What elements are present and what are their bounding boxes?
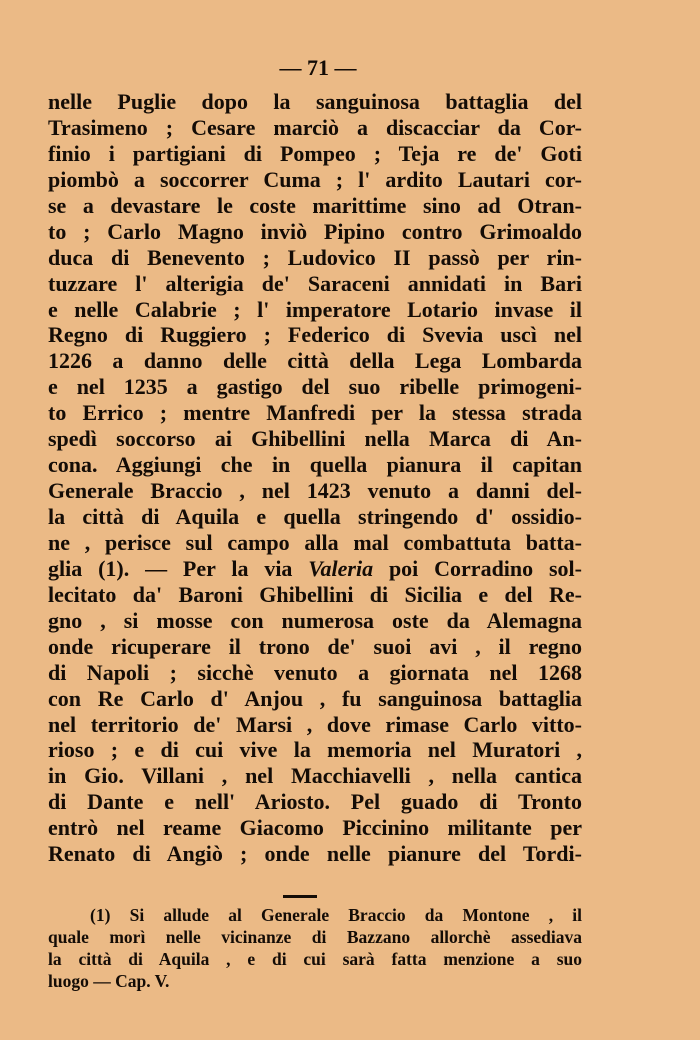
text-segment: glia (1). — Per la via xyxy=(48,555,309,581)
page-number: — 71 — xyxy=(279,55,357,80)
footnote-line: luogo — Cap. V. xyxy=(48,971,170,991)
text-line: onde ricuperare il trono de' suoi avi , il regno xyxy=(48,633,582,659)
text-line: se a devastare le coste marittime sino ad Otran- xyxy=(48,192,582,218)
text-segment: poi Corradino sol- xyxy=(373,555,582,581)
footnote-line: (1) Si allude al Generale Braccio da Montone , il xyxy=(90,905,582,925)
text-line: Generale Braccio , nel 1423 venuto a danni del- xyxy=(48,478,582,504)
text-line: e nelle Calabrie ; l' imperatore Lotario invase il xyxy=(48,296,582,322)
text-line: piombò a soccorrer Cuma ; l' ardito Lautari cor- xyxy=(48,166,582,192)
body-text xyxy=(48,89,582,867)
footnote-line: la città di Aquila , e di cui sarà fatta menzione a suo xyxy=(48,949,582,969)
text-line: di Napoli ; sicchè venuto a giornata nel 1268 xyxy=(48,659,582,685)
text-line: Regno di Ruggiero ; Federico di Svevia uscì nel xyxy=(48,322,582,348)
text-line: finio i partigiani di Pompeo ; Teja re de' Goti xyxy=(48,140,582,166)
text-line: to ; Carlo Magno inviò Pipino contro Grimoaldo xyxy=(48,218,582,244)
text-line: ne , perisce sul campo alla mal combattuta batta- xyxy=(48,529,582,555)
text-line: tuzzare l' alterigia de' Saraceni annidati in Bari xyxy=(48,270,582,296)
text-line-with-italic xyxy=(48,556,582,582)
text-line: duca di Benevento ; Ludovico II passò per rin- xyxy=(48,244,582,270)
text-line: cona. Aggiungi che in quella pianura il capitan xyxy=(48,452,582,478)
text-line: 1226 a danno delle città della Lega Lombarda xyxy=(48,348,582,374)
text-line: nelle Puglie dopo la sanguinosa battaglia del xyxy=(48,89,582,114)
footnote-separator xyxy=(283,895,317,898)
text-line: to Errico ; mentre Manfredi per la stessa strada xyxy=(48,400,582,426)
text-line: gno , si mosse con numerosa oste da Alemagna xyxy=(48,607,582,633)
text-line: entrò nel reame Giacomo Piccinino militante per xyxy=(48,815,582,841)
text-line: e nel 1235 a gastigo del suo ribelle primogeni- xyxy=(48,374,582,400)
text-line: nel territorio de' Marsi , dove rimase Carlo vitto- xyxy=(48,711,582,737)
text-line: Renato di Angiò ; onde nelle pianure del Tordi- xyxy=(48,841,582,867)
text-line: spedì soccorso ai Ghibellini nella Marca di An- xyxy=(48,426,582,452)
footnote xyxy=(48,904,582,992)
text-line: la città di Aquila e quella stringendo d' ossidio- xyxy=(48,504,582,529)
text-line: lecitato da' Baroni Ghibellini di Sicilia e del Re- xyxy=(48,581,582,607)
text-line: rioso ; e di cui vive la memoria nel Muratori , xyxy=(48,737,582,763)
footnote-line: quale morì nelle vicinanze di Bazzano allorchè assediava xyxy=(48,927,582,947)
text-line: in Gio. Villani , nel Macchiavelli , nella cantica xyxy=(48,763,582,789)
text-line: con Re Carlo d' Anjou , fu sanguinosa battaglia xyxy=(48,685,582,711)
text-line: Trasimeno ; Cesare marciò a discacciar da Cor- xyxy=(48,114,582,140)
italic-place-name: Valeria xyxy=(308,555,374,581)
text-line: di Dante e nell' Ariosto. Pel guado di Tronto xyxy=(48,789,582,815)
